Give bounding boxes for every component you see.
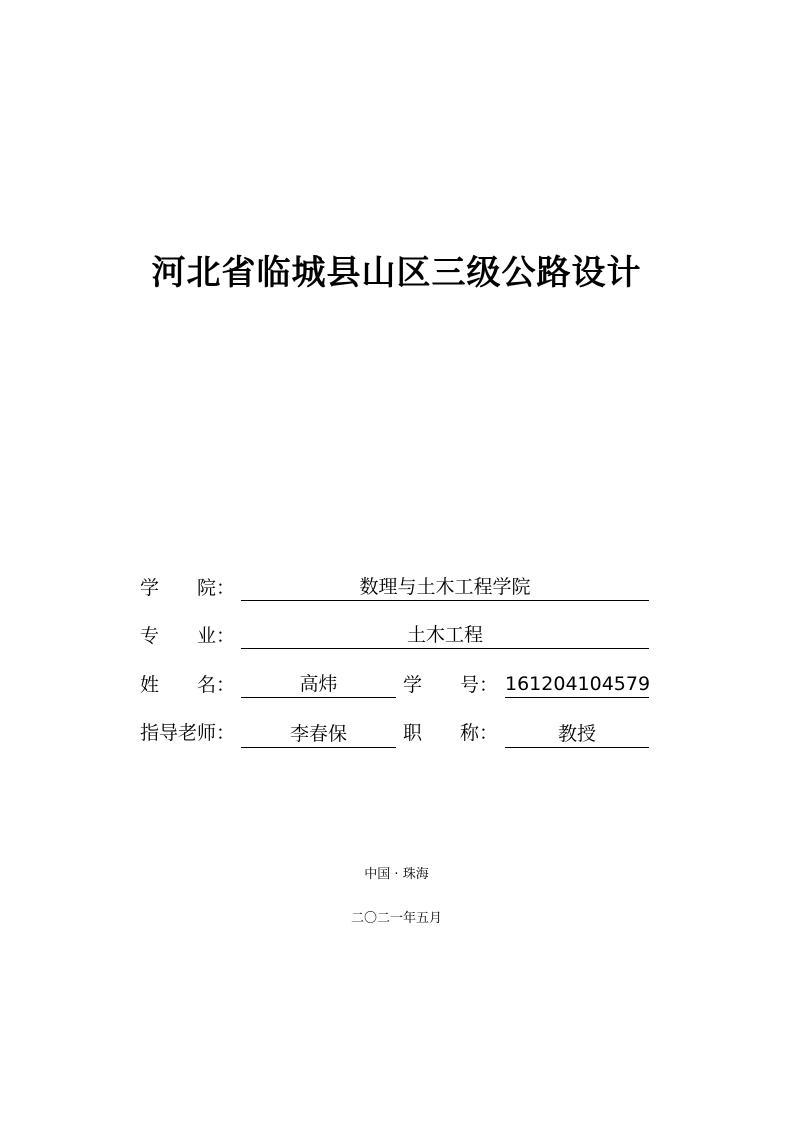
student-id-label: 学 号： [403, 674, 499, 696]
college-label: 学 院： [140, 577, 236, 599]
name-value: 高炜 [241, 671, 396, 698]
advisor-title-label: 职 称： [403, 722, 499, 744]
name-label: 姓 名： [140, 674, 236, 696]
date-text: 二〇二一年五月 [350, 911, 442, 926]
major-value: 土木工程 [241, 622, 649, 649]
college-value: 数理与土木工程学院 [241, 574, 649, 601]
location-text: 中国 · 珠海 [364, 867, 429, 882]
student-id-value: 161204104579 [505, 671, 649, 698]
advisor-value: 李春保 [241, 721, 396, 748]
advisor-title-value: 教授 [505, 721, 649, 748]
major-label: 专 业： [140, 625, 236, 647]
advisor-label: 指导老师： [140, 722, 236, 744]
document-title: 河北省临城县山区三级公路设计 [151, 253, 642, 293]
